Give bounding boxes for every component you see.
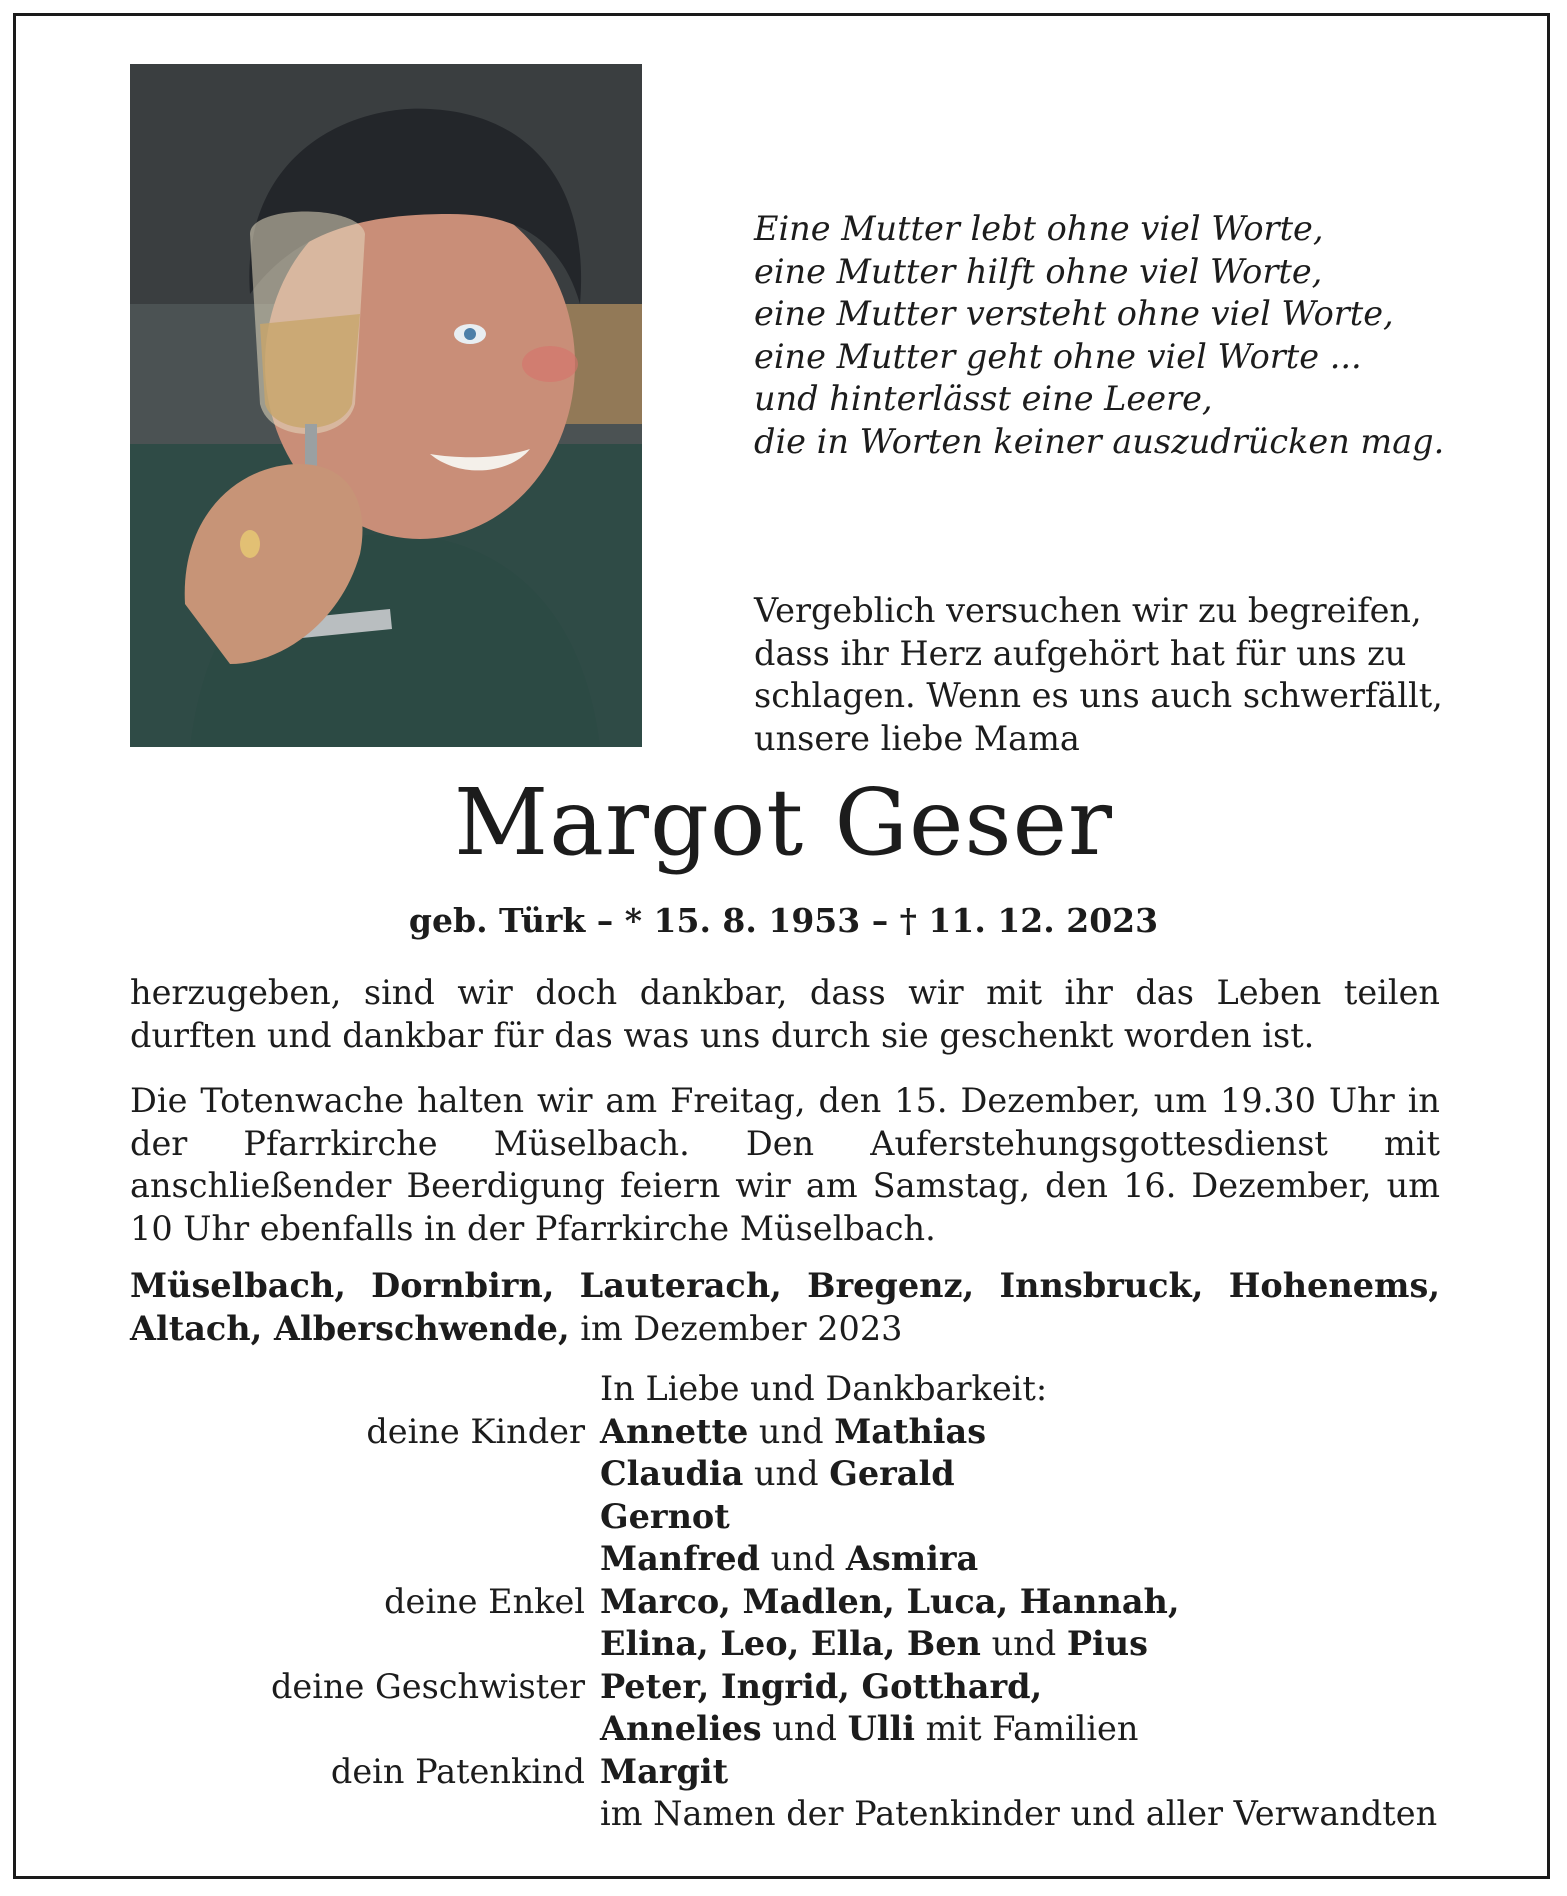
name-segment: und [743,1454,830,1493]
place-date: im Dezember 2023 [569,1308,903,1348]
name-segment: Gerald [829,1454,955,1493]
name-segment: Manfred [600,1539,760,1578]
poem-line: und hinterlässt eine Leere, [754,379,1213,418]
name-segment: Annelies [600,1709,762,1748]
places-list: Müselbach, Dornbirn, Lauterach, Bregenz, Innsbruck, Hohenems, Altach, Alberschwende, [130,1266,1440,1348]
mourner-names [600,1666,1042,1709]
poem [754,208,1474,463]
mourner-names [600,1496,730,1539]
mourners-list [130,1411,1450,1836]
name-segment: Annette [600,1411,749,1451]
name-segment: Marco, Madlen, Luca, Hannah, [600,1581,1180,1621]
relation-label: deine Enkel [384,1581,585,1621]
name-segment: mit Familien [914,1709,1139,1748]
name-segment: Mathias [834,1411,987,1451]
intro-line: schlagen. Wenn es uns auch schwerfällt, [754,676,1443,715]
mourner-names [600,1411,986,1454]
signature-heading: In Liebe und Dankbarkeit: [600,1369,1048,1408]
name-segment: Asmira [845,1539,979,1578]
poem-line: eine Mutter geht ohne viel Worte ... [754,336,1362,376]
mourner-row [130,1793,1450,1836]
deceased-name: Margot Geser [453,769,1114,876]
name-segment: Pius [1066,1624,1148,1663]
intro-text [754,590,1454,760]
mourner-names [600,1708,1138,1751]
mourner-names [600,1793,1437,1836]
mourner-names [600,1453,955,1496]
mourner-names [600,1538,978,1581]
portrait-photo [130,64,642,747]
paragraph-gratitude: herzugeben, sind wir doch dankbar, dass wir mit ihr das Leben teilen durften und dankbar für das was uns durch sie geschenkt worden ist. [130,973,1440,1055]
relation-label [130,1538,600,1581]
relation-label [130,1793,600,1836]
name-segment: Gernot [600,1496,730,1536]
name-segment: Claudia [600,1454,744,1493]
mourner-row [130,1666,1450,1709]
name-segment: Margit [600,1751,729,1791]
poem-line: eine Mutter hilft ohne viel Worte, [754,251,1323,291]
signature-block [130,1368,1450,1836]
name-segment: und [748,1411,835,1451]
relation-label: deine Kinder [366,1411,585,1451]
poem-line: Eine Mutter lebt ohne viel Worte, [754,209,1324,248]
relation-label [130,1623,600,1666]
name-segment: Elina, Leo, Ella, Ben [600,1624,981,1663]
mourner-row [130,1581,1450,1624]
mourner-row [130,1411,1450,1454]
relation-label: dein Patenkind [330,1751,585,1791]
mourner-names [600,1751,728,1794]
mourner-row [130,1623,1450,1666]
relation-label [130,1708,600,1751]
relation-label [130,1453,600,1496]
relation-label [130,1496,600,1539]
intro-line: unsere liebe Mama [754,718,1080,758]
name-segment: Peter, Ingrid, Gotthard, [600,1666,1043,1706]
mourner-names [600,1581,1180,1624]
name-segment: im Namen der Patenkinder und aller Verwandten [600,1794,1438,1833]
intro-line: dass ihr Herz aufgehört hat für uns zu [754,633,1407,673]
name-segment: und [980,1624,1067,1663]
paragraph-funeral-details: Die Totenwache halten wir am Freitag, den 15. Dezember, um 19.30 Uhr in der Pfarrkirche Müselbach. Den Auferstehungsgottesdienst mit anschließender Beerdigung feiern wir am Samstag, den 16. Dezember, um 10 Uhr ebenfalls in der Pfarrkirche Müselbach. [130,1081,1440,1248]
mourner-row [130,1708,1450,1751]
mourner-row [130,1496,1450,1539]
name-segment: und [759,1539,846,1578]
poem-line: die in Worten keiner auszudrücken mag. [754,421,1445,461]
places-and-date [130,1265,1440,1350]
life-dates: geb. Türk – * 15. 8. 1953 – † 11. 12. 2023 [408,901,1159,940]
mourner-names [600,1623,1148,1666]
mourner-row [130,1453,1450,1496]
portrait-illustration [130,64,642,747]
poem-line: eine Mutter versteht ohne viel Worte, [754,294,1394,333]
name-segment: und [761,1709,848,1748]
relation-label: deine Geschwister [270,1666,585,1706]
mourner-row [130,1751,1450,1794]
name-segment: Ulli [847,1709,915,1748]
intro-line: Vergeblich versuchen wir zu begreifen, [754,591,1422,630]
mourner-row [130,1538,1450,1581]
